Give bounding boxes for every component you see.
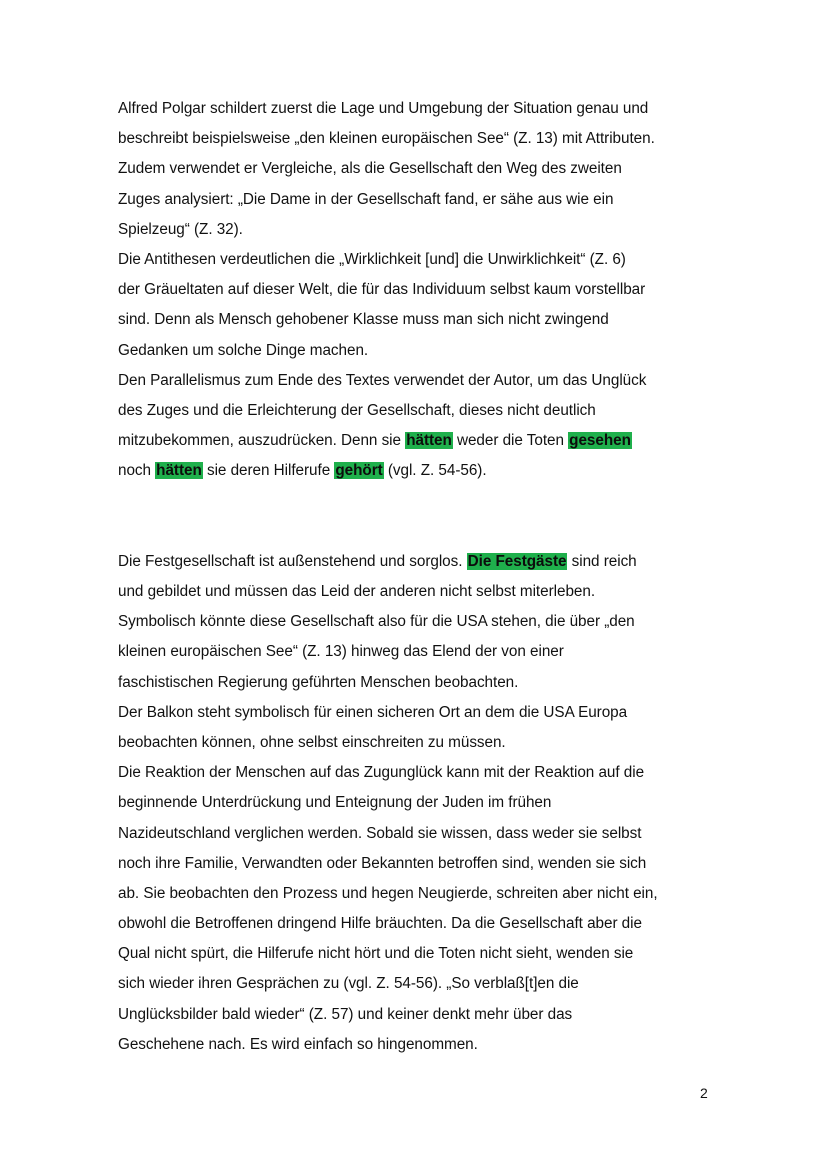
page-number: 2: [700, 1085, 708, 1101]
text-segment: noch: [118, 462, 156, 480]
text-line: des Zuges und die Erleichterung der Gesellschaft, dieses nicht deutlich: [118, 401, 596, 419]
text-line: Gedanken um solche Dinge machen.: [118, 341, 369, 359]
text-segment: sind reich: [567, 552, 637, 570]
highlighted-word: hätten: [156, 462, 202, 480]
text-line: Der Balkon steht symbolisch für einen sicheren Ort an dem die USA Europa: [118, 703, 628, 721]
text-segment: sie deren Hilferufe: [202, 462, 335, 480]
text-line: der Gräueltaten auf dieser Welt, die für das Individuum selbst kaum vorstellbar: [118, 281, 646, 299]
text-line: Die Antithesen verdeutlichen die „Wirklichkeit [und] die Unwirklichkeit“ (Z. 6): [118, 250, 626, 268]
text-line: Den Parallelismus zum Ende des Textes verwendet der Autor, um das Unglück: [118, 371, 647, 389]
text-line: obwohl die Betroffenen dringend Hilfe bräuchten. Da die Gesellschaft aber die: [118, 915, 642, 933]
text-line: Zudem verwendet er Vergleiche, als die Gesellschaft den Weg des zweiten: [118, 160, 622, 178]
text-line: und gebildet und müssen das Leid der anderen nicht selbst miterleben.: [118, 583, 596, 600]
text-line: Nazideutschland verglichen werden. Sobald sie wissen, dass weder sie selbst: [118, 824, 642, 842]
highlighted-word: gesehen: [569, 432, 631, 450]
text-line: [118, 456, 718, 486]
text-line: Zuges analysiert: „Die Dame in der Gesellschaft fand, er sähe aus wie ein: [118, 190, 614, 208]
text-line: kleinen europäischen See“ (Z. 13) hinweg das Elend der von einer: [118, 643, 564, 661]
document-page: [118, 94, 718, 1060]
paragraph-interpretation: [118, 547, 718, 1060]
text-line: beschreibt beispielsweise „den kleinen europäischen See“ (Z. 13) mit Attributen.: [118, 130, 655, 148]
text-segment: weder die Toten: [452, 432, 569, 450]
text-line: noch ihre Familie, Verwandten oder Bekannten betroffen sind, wenden sie sich: [118, 854, 647, 872]
text-line: ab. Sie beobachten den Prozess und hegen Neugierde, schreiten aber nicht ein,: [118, 884, 658, 902]
text-line: faschistischen Regierung geführten Menschen beobachten.: [118, 673, 519, 691]
text-line: Die Reaktion der Menschen auf das Zugunglück kann mit der Reaktion auf die: [118, 764, 645, 782]
text-line: Alfred Polgar schildert zuerst die Lage und Umgebung der Situation genau und: [118, 100, 649, 117]
highlighted-phrase: Die Festgäste: [467, 552, 567, 570]
text-line: Unglücksbilder bald wieder“ (Z. 57) und keiner denkt mehr über das: [118, 1005, 573, 1023]
text-line: beobachten können, ohne selbst einschreiten zu müssen.: [118, 733, 506, 751]
highlighted-word: hätten: [406, 432, 452, 450]
text-line: beginnende Unterdrückung und Enteignung der Juden im frühen: [118, 794, 552, 812]
blank-line: [118, 486, 718, 516]
paragraph-analysis-stylistic-devices: [118, 94, 718, 486]
text-line: sich wieder ihren Gesprächen zu (vgl. Z. 54-56). „So verblaß[t]en die: [118, 975, 579, 993]
text-line: Spielzeug“ (Z. 32).: [118, 220, 243, 238]
text-line: sind. Denn als Mensch gehobener Klasse muss man sich nicht zwingend: [118, 311, 609, 329]
highlighted-word: gehört: [335, 462, 383, 480]
text-line: [118, 547, 718, 577]
text-line: Qual nicht spürt, die Hilferufe nicht hört und die Toten nicht sieht, wenden sie: [118, 945, 634, 963]
blank-line: [118, 517, 718, 547]
text-segment: mitzubekommen, auszudrücken. Denn sie: [118, 432, 406, 450]
text-segment: Die Festgesellschaft ist außenstehend und sorglos.: [118, 552, 467, 570]
text-line: Geschehene nach. Es wird einfach so hingenommen.: [118, 1035, 478, 1053]
text-line: Symbolisch könnte diese Gesellschaft also für die USA stehen, die über „den: [118, 613, 635, 631]
text-line: [118, 426, 718, 456]
text-segment: (vgl. Z. 54-56).: [383, 462, 487, 480]
